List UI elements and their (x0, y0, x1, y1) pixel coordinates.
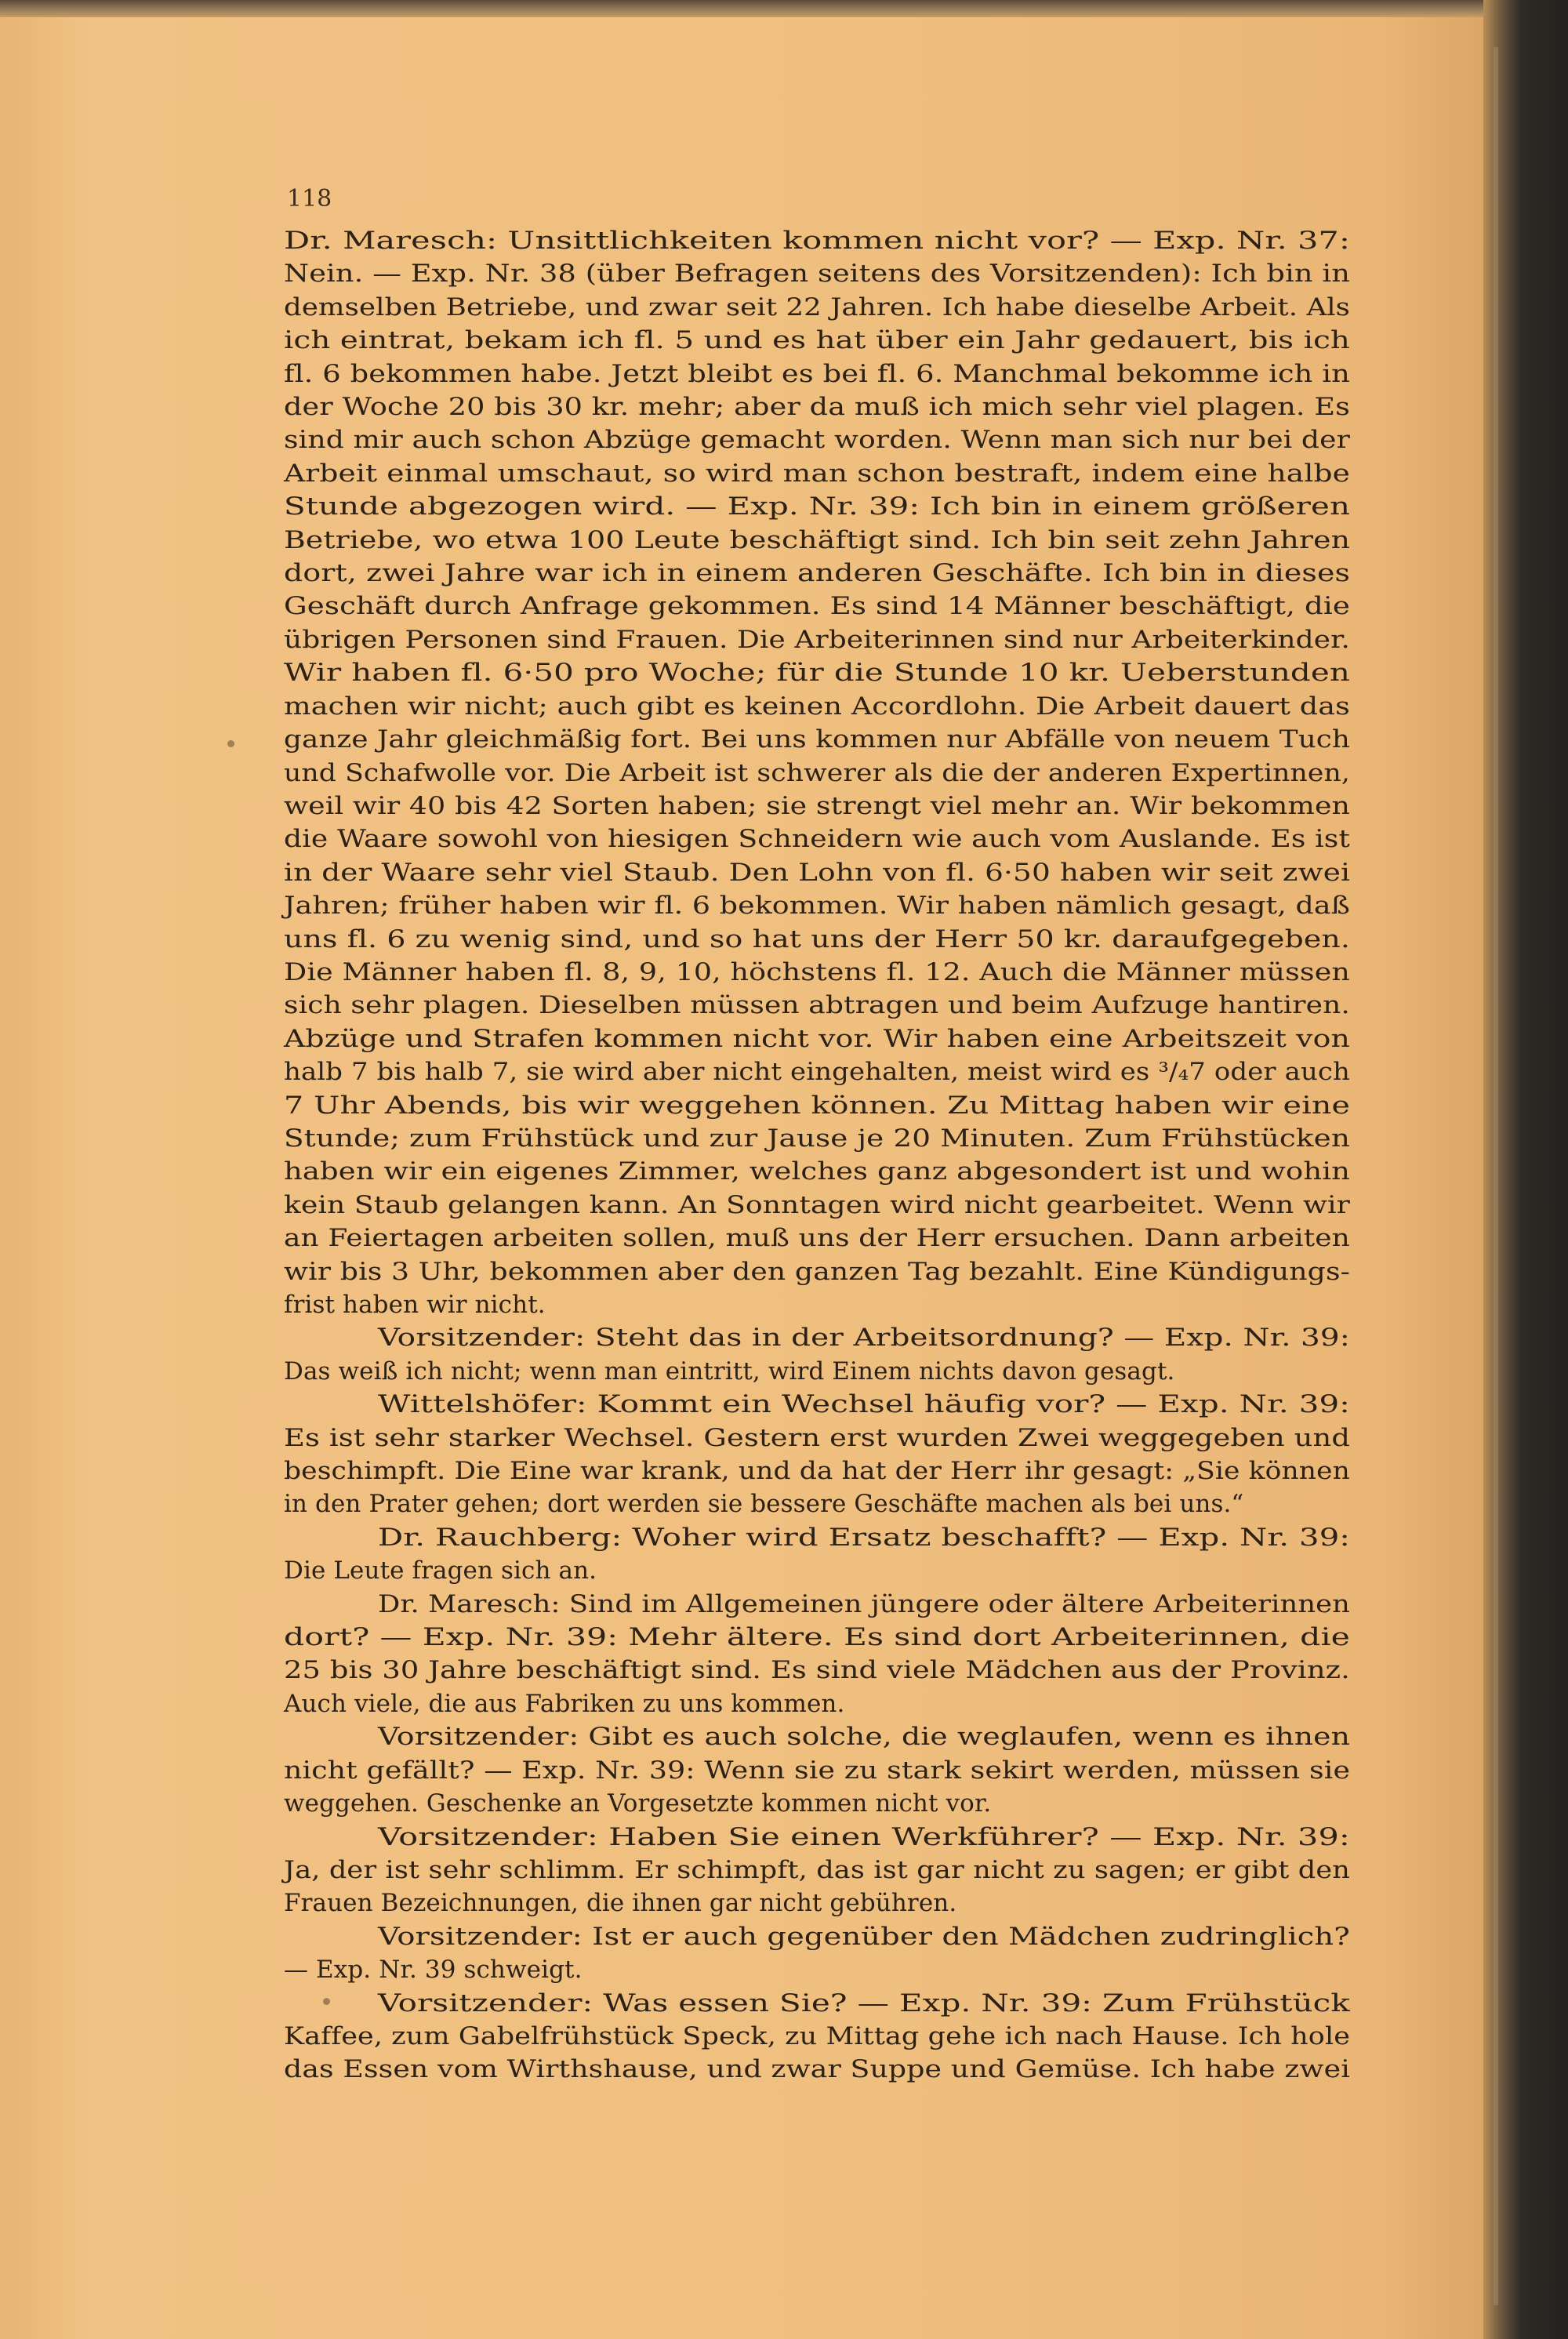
text-line: Dr. Maresch: Unsittlichkeiten kommen nicht vor? — Exp. Nr. 37: (284, 227, 1351, 255)
text-line: Frauen Bezeichnungen, die ihnen gar nicht gebühren. (284, 1889, 957, 1918)
text-line: 25 bis 30 Jahre beschäftigt sind. Es sind viele Mädchen aus der Provinz. (284, 1656, 1351, 1685)
text-line: Wir haben fl. 6·50 pro Woche; für die Stunde 10 kr. Ueberstunden (284, 659, 1350, 688)
text-line: Die Leute fragen sich an. (284, 1556, 597, 1585)
text-line: — Exp. Nr. 39 schweigt. (284, 1956, 583, 1985)
text-line: ganze Jahr gleichmäßig fort. Bei uns kommen nur Abfälle von neuem Tuch (284, 725, 1351, 754)
ink-speck (227, 740, 234, 747)
text-line: Betriebe, wo etwa 100 Leute beschäftigt sind. Ich bin seit zehn Jahren (284, 525, 1351, 554)
text-line: dort? — Exp. Nr. 39: Mehr ältere. Es sind dort Arbeiterinnen, die (284, 1623, 1351, 1652)
text-line: Dr. Rauchberg: Woher wird Ersatz beschafft? — Exp. Nr. 39: (378, 1523, 1351, 1552)
text-line: haben wir ein eigenes Zimmer, welches ganz abgesondert ist und wohin (284, 1157, 1351, 1186)
text-line: demselben Betriebe, und zwar seit 22 Jahren. Ich habe dieselbe Arbeit. Als (284, 292, 1350, 321)
text-line: in der Waare sehr viel Staub. Den Lohn von fl. 6·50 haben wir seit zwei (284, 858, 1351, 887)
page-top-edge (0, 0, 1568, 17)
text-line: die Waare sowohl von hiesigen Schneidern wie auch vom Auslande. Es ist (284, 825, 1351, 854)
text-line: Abzüge und Strafen kommen nicht vor. Wir haben eine Arbeitszeit von (284, 1024, 1350, 1053)
text-line: weggehen. Geschenke an Vorgesetzte kommen nicht vor. (284, 1789, 992, 1818)
text-line: machen wir nicht; auch gibt es keinen Accordlohn. Die Arbeit dauert das (284, 692, 1350, 721)
text-line: Vorsitzender: Haben Sie einen Werkführer? — Exp. Nr. 39: (378, 1822, 1350, 1851)
text-line: uns fl. 6 zu wenig sind, und so hat uns der Herr 50 kr. daraufgegeben. (284, 924, 1351, 953)
text-line: fl. 6 bekommen habe. Jetzt bleibt es bei fl. 6. Manchmal bekomme ich in (284, 359, 1350, 388)
text-line: Vorsitzender: Was essen Sie? — Exp. Nr. 39: Zum Frühstück (378, 1989, 1350, 2018)
text-line: Vorsitzender: Gibt es auch solche, die weglaufen, wenn es ihnen (378, 1723, 1350, 1752)
text-line: kein Staub gelangen kann. An Sonntagen wird nicht gearbeitet. Wenn wir (284, 1190, 1350, 1219)
text-line: Die Männer haben fl. 8, 9, 10, höchstens fl. 12. Auch die Männer müssen (284, 957, 1350, 986)
text-line: das Essen vom Wirthshause, und zwar Suppe und Gemüse. Ich habe zwei (284, 2055, 1350, 2084)
text-line: Ja, der ist sehr schlimm. Er schimpft, das ist gar nicht zu sagen; er gibt den (284, 1855, 1350, 1884)
text-line: an Feiertagen arbeiten sollen, muß uns der Herr ersuchen. Dann arbeiten (284, 1224, 1350, 1253)
text-line: Es ist sehr starker Wechsel. Gestern erst wurden Zwei weggegeben und (284, 1423, 1351, 1452)
text-line: halb 7 bis halb 7, sie wird aber nicht eingehalten, meist wird es ³/₄7 oder auch (284, 1058, 1350, 1087)
text-line: Arbeit einmal umschaut, so wird man schon bestraft, indem eine halbe (284, 459, 1350, 488)
text-line: Vorsitzender: Ist er auch gegenüber den Mädchen zudringlich? (378, 1922, 1350, 1951)
page-number: 118 (287, 185, 332, 212)
body-text (284, 224, 1350, 2087)
text-line: ich eintrat, bekam ich fl. 5 und es hat über ein Jahr gedauert, bis ich (284, 326, 1351, 355)
text-line: in den Prater gehen; dort werden sie bessere Geschäfte machen als bei uns.“ (284, 1490, 1244, 1519)
text-line: Kaffee, zum Gabelfrühstück Speck, zu Mittag gehe ich nach Hause. Ich hole (284, 2021, 1351, 2050)
text-line: beschimpft. Die Eine war krank, und da hat der Herr ihr gesagt: „Sie können (284, 1457, 1350, 1486)
text-line: sich sehr plagen. Dieselben müssen abtragen und beim Aufzuge hantiren. (284, 991, 1350, 1020)
text-line: übrigen Personen sind Frauen. Die Arbeiterinnen sind nur Arbeiterkinder. (284, 625, 1350, 654)
text-line: Stunde; zum Frühstück und zur Jause je 20 Minuten. Zum Frühstücken (284, 1124, 1351, 1153)
text-line: Auch viele, die aus Fabriken zu uns kommen. (284, 1689, 845, 1718)
text-line: und Schafwolle vor. Die Arbeit ist schwerer als die der anderen Expertinnen, (284, 758, 1350, 787)
spine-binding-line (1494, 47, 1498, 2305)
text-line: Dr. Maresch: Sind im Allgemeinen jüngere oder ältere Arbeiterinnen (378, 1589, 1351, 1618)
text-line: der Woche 20 bis 30 kr. mehr; aber da muß ich mich sehr viel plagen. Es (284, 393, 1351, 422)
text-line: 7 Uhr Abends, bis wir weggehen können. Zu Mittag haben wir eine (284, 1091, 1351, 1120)
text-line: frist haben wir nicht. (284, 1291, 546, 1319)
text-line: Jahren; früher haben wir fl. 6 bekommen. Wir haben nämlich gesagt, daß (284, 892, 1350, 921)
text-line: nicht gefällt? — Exp. Nr. 39: Wenn sie zu stark sekirt werden, müssen sie (284, 1756, 1351, 1785)
text-line: Das weiß ich nicht; wenn man eintritt, wird Einem nichts davon gesagt. (284, 1357, 1175, 1386)
text-line: Nein. — Exp. Nr. 38 (über Befragen seitens des Vorsitzenden): Ich bin in (284, 260, 1350, 289)
text-line: Stunde abgezogen wird. — Exp. Nr. 39: Ich bin in einem größeren (284, 492, 1351, 521)
text-line: dort, zwei Jahre war ich in einem anderen Geschäfte. Ich bin in dieses (284, 559, 1351, 588)
text-line: Vorsitzender: Steht das in der Arbeitsordnung? — Exp. Nr. 39: (378, 1324, 1351, 1353)
text-line: wir bis 3 Uhr, bekommen aber den ganzen Tag bezahlt. Eine Kündigungs- (284, 1257, 1350, 1286)
text-line: weil wir 40 bis 42 Sorten haben; sie strengt viel mehr an. Wir bekommen (284, 791, 1351, 820)
text-line: Geschäft durch Anfrage gekommen. Es sind 14 Männer beschäftigt, die (284, 592, 1351, 621)
text-line: Wittelshöfer: Kommt ein Wechsel häufig vor? — Exp. Nr. 39: (378, 1390, 1351, 1419)
text-line: sind mir auch schon Abzüge gemacht worden. Wenn man sich nur bei der (284, 426, 1351, 455)
